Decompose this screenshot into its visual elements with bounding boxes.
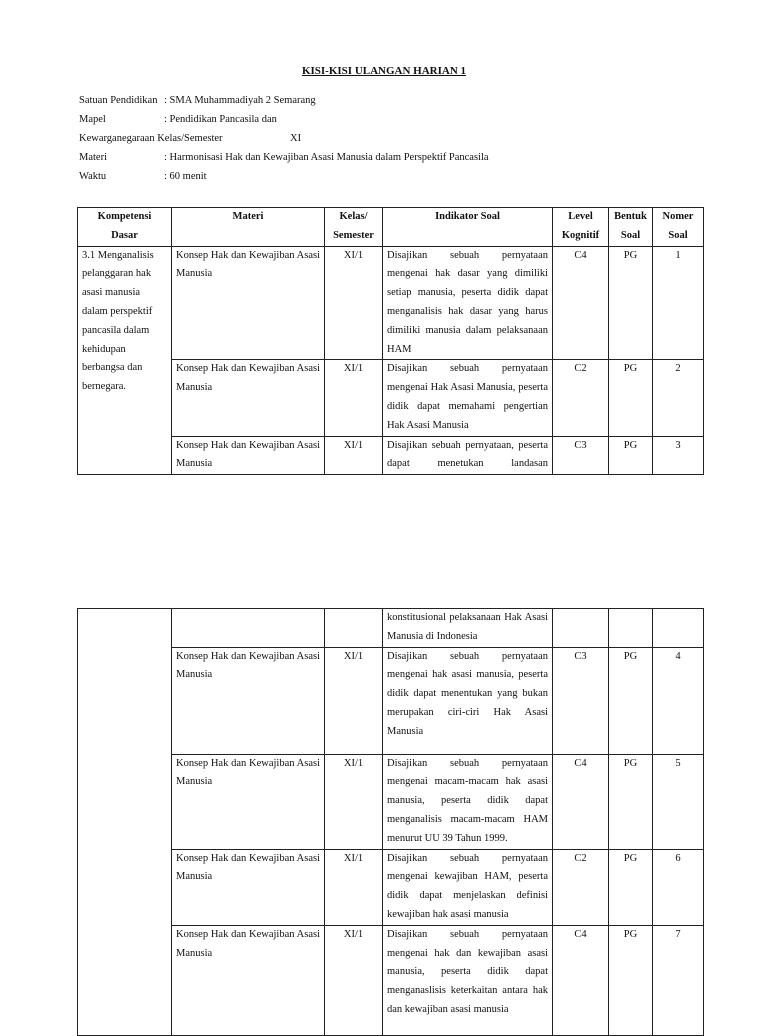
meta-mapel [79, 112, 277, 131]
cell-indikator: Disajikan sebuah pernyataan mengenai hak dasar yang dimiliki setiap manusia, peserta didik dapat menganalisis hak dasar yang harus dimiliki manusia dalam pelaksanaan HAM [383, 246, 553, 360]
cell-kelas: XI/1 [325, 647, 383, 754]
table-row [78, 849, 704, 925]
meta-kewarganegaraan-line: Kewarganegaraan Kelas/Semester [79, 133, 223, 144]
cell-nomer: 6 [653, 849, 704, 925]
cell-level: C4 [553, 925, 609, 1035]
cell-indikator: Disajikan sebuah pernyataan, peserta dapat menetukan landasan [383, 436, 553, 475]
cell-kompetensi-dasar: 3.1 Menganalisis pelanggaran hak asasi manusia dalam perspektif pancasila dalam kehidupan berbangsa dan bernegara. [78, 246, 172, 475]
meta-mapel-label: Mapel [79, 114, 106, 125]
meta-satuan-value: : SMA Muhammadiyah 2 Semarang [164, 95, 316, 106]
meta-kelas [79, 131, 302, 150]
cell-materi: Konsep Hak dan Kewajiban Asasi Manusia [172, 849, 325, 925]
table-row [78, 925, 704, 1035]
meta-satuan-label: Satuan Pendidikan [79, 95, 158, 106]
cell-kelas: XI/1 [325, 849, 383, 925]
document-meta [79, 93, 489, 188]
kisi-kisi-table-page-2 [77, 608, 704, 1036]
cell-bentuk: PG [609, 647, 653, 754]
header-level-kognitif: Level Kognitif [553, 208, 609, 247]
cell-bentuk: PG [609, 754, 653, 849]
meta-waktu-value: : 60 menit [164, 171, 207, 182]
cell-materi: Konsep Hak dan Kewajiban Asasi Manusia [172, 360, 325, 436]
table-header-row [78, 208, 704, 247]
cell-materi: Konsep Hak dan Kewajiban Asasi Manusia [172, 925, 325, 1035]
table-row [78, 360, 704, 436]
document-title: KISI-KISI ULANGAN HARIAN 1 [301, 65, 467, 77]
cell-kelas: XI/1 [325, 436, 383, 475]
cell-level-empty [553, 609, 609, 648]
cell-bentuk: PG [609, 849, 653, 925]
cell-bentuk: PG [609, 925, 653, 1035]
cell-kompetensi-dasar-empty [78, 609, 172, 1036]
meta-waktu-label: Waktu [79, 171, 107, 182]
cell-bentuk: PG [609, 246, 653, 360]
table-row [78, 754, 704, 849]
meta-materi-label: Materi [79, 152, 107, 163]
cell-indikator: Disajikan sebuah pernyataan mengenai Hak Asasi Manusia, peserta didik dapat memahami pengertian Hak Asasi Manusia [383, 360, 553, 436]
table-row [78, 246, 704, 360]
cell-kelas: XI/1 [325, 925, 383, 1035]
table-row [78, 436, 704, 475]
cell-indikator: Disajikan sebuah pernyataan mengenai kewajiban HAM, peserta didik dapat menjelaskan definisi kewajiban hak asasi manusia [383, 849, 553, 925]
cell-level: C4 [553, 754, 609, 849]
cell-kelas: XI/1 [325, 246, 383, 360]
cell-materi-empty [172, 609, 325, 648]
cell-level: C2 [553, 360, 609, 436]
header-indikator-soal: Indikator Soal [383, 208, 553, 247]
cell-indikator-continuation: konstitusional pelaksanaan Hak Asasi Manusia di Indonesia [383, 609, 553, 648]
header-kompetensi-dasar: Kompetensi Dasar [78, 208, 172, 247]
cell-nomer: 5 [653, 754, 704, 849]
meta-satuan [79, 93, 316, 112]
cell-nomer: 2 [653, 360, 704, 436]
cell-nomer: 4 [653, 647, 704, 754]
cell-materi: Konsep Hak dan Kewajiban Asasi Manusia [172, 754, 325, 849]
cell-level: C3 [553, 436, 609, 475]
cell-materi: Konsep Hak dan Kewajiban Asasi Manusia [172, 436, 325, 475]
header-bentuk-soal: Bentuk Soal [609, 208, 653, 247]
cell-kelas: XI/1 [325, 360, 383, 436]
header-nomer-soal: Nomer Soal [653, 208, 704, 247]
cell-level: C2 [553, 849, 609, 925]
cell-indikator: Disajikan sebuah pernyataan mengenai macam-macam hak asasi manusia, peserta didik dapat menganalisis macam-macam HAM menurut UU 39 Tahun 1999. [383, 754, 553, 849]
cell-nomer: 7 [653, 925, 704, 1035]
cell-materi: Konsep Hak dan Kewajiban Asasi Manusia [172, 246, 325, 360]
cell-level: C4 [553, 246, 609, 360]
cell-bentuk: PG [609, 436, 653, 475]
kisi-kisi-table-page-1 [77, 207, 704, 475]
meta-kelas-value: XI [290, 133, 302, 144]
table-row [78, 647, 704, 754]
cell-nomer: 3 [653, 436, 704, 475]
meta-materi [79, 150, 489, 169]
header-materi: Materi [172, 208, 325, 247]
cell-kelas-empty [325, 609, 383, 648]
cell-materi: Konsep Hak dan Kewajiban Asasi Manusia [172, 647, 325, 754]
cell-nomer: 1 [653, 246, 704, 360]
cell-kelas: XI/1 [325, 754, 383, 849]
cell-bentuk-empty [609, 609, 653, 648]
cell-indikator: Disajikan sebuah pernyataan mengenai hak dan kewajiban asasi manusia, peserta didik dapat menganaslisis keterkaitan antara hak dan kewajiban asasi manusia [383, 925, 553, 1035]
table-row-continuation [78, 609, 704, 648]
meta-waktu [79, 169, 223, 188]
cell-indikator: Disajikan sebuah pernyataan mengenai hak asasi manusia, peserta didik dapat menentukan yang bukan merupakan ciri-ciri Hak Asasi Manusia [383, 647, 553, 754]
cell-nomer-empty [653, 609, 704, 648]
cell-bentuk: PG [609, 360, 653, 436]
meta-mapel-value: : Pendidikan Pancasila dan [164, 114, 277, 125]
cell-level: C3 [553, 647, 609, 754]
meta-materi-value: : Harmonisasi Hak dan Kewajiban Asasi Manusia dalam Perspektif Pancasila [164, 152, 489, 163]
header-kelas-semester: Kelas/ Semester [325, 208, 383, 247]
